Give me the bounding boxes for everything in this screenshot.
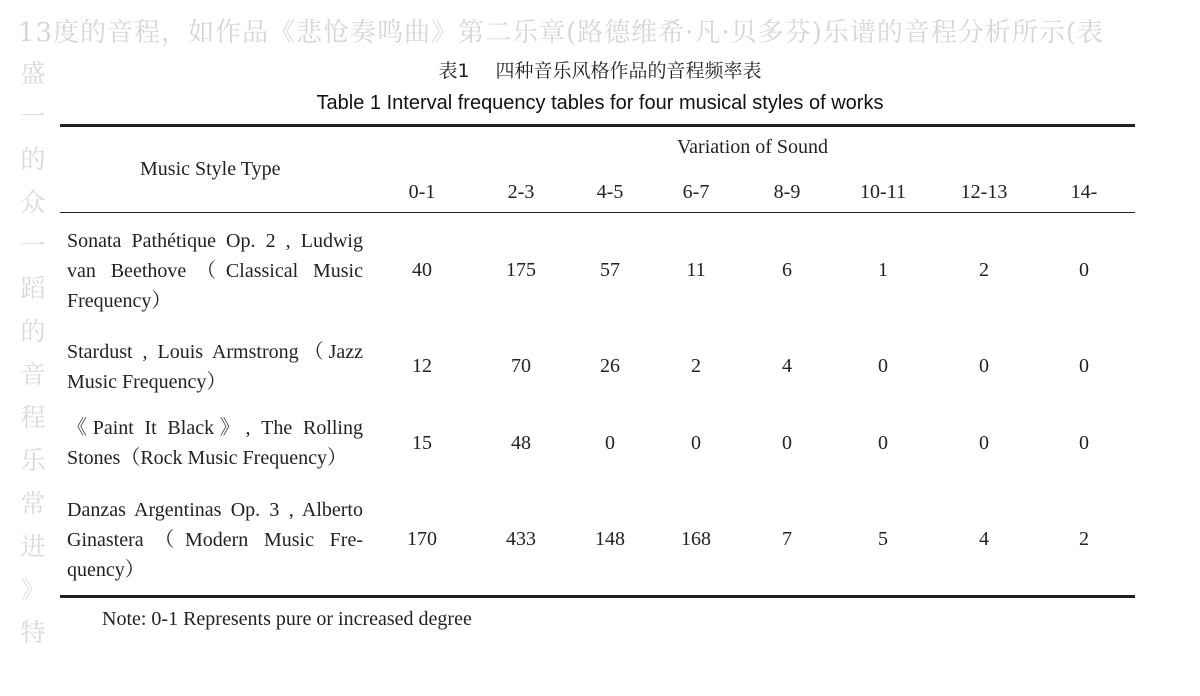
- table-cell: 1: [878, 259, 888, 281]
- table-cell: 70: [511, 355, 531, 377]
- table-cell: 15: [412, 432, 432, 454]
- variation-of-sound-header: Variation of Sound: [676, 136, 829, 158]
- column-header: 12-13: [960, 181, 1008, 203]
- column-header: 14-: [1070, 181, 1098, 203]
- column-header: 0-1: [408, 181, 436, 203]
- bleed-char: 乐: [20, 446, 46, 475]
- table-cell: 2: [1079, 528, 1089, 550]
- bleed-char: 盛: [20, 59, 46, 88]
- table-cell: 40: [412, 259, 432, 281]
- bleed-char: 的: [20, 145, 46, 174]
- table-cell: 48: [511, 432, 531, 454]
- bleed-char: 的: [20, 317, 46, 346]
- column-header: 6-7: [682, 181, 710, 203]
- row-label-ginastera: Danzas Argentinas Op. 3 , Alberto Ginastera（Modern Music Frequency）: [67, 499, 363, 581]
- table-cell: 0: [782, 432, 792, 454]
- table-cell: 6: [782, 259, 792, 281]
- table-cell: 0: [979, 355, 989, 377]
- bleed-char: 音: [20, 360, 46, 389]
- table-cell: 0: [878, 432, 888, 454]
- table-note: Note: 0-1 Represents pure or increased degree: [102, 608, 472, 630]
- table-cell: 0: [878, 355, 888, 377]
- table-cell: 2: [979, 259, 989, 281]
- column-header: 8-9: [773, 181, 801, 203]
- bleed-char: 蹈: [20, 274, 46, 303]
- bleed-char: 特: [20, 618, 46, 647]
- table-cell: 0: [1079, 259, 1089, 281]
- table-top-rule: [60, 124, 1135, 127]
- bleed-char: 进: [20, 532, 46, 561]
- table-cell: 4: [979, 528, 989, 550]
- table-cell: 4: [782, 355, 792, 377]
- row-label-rolling-stones: 《Paint It Black》, The Rolling Stones（Rock Music Frequency）: [67, 417, 363, 469]
- bleed-char: 常: [20, 489, 46, 518]
- caption-number: 表1: [438, 60, 470, 82]
- table-cell: 433: [506, 528, 536, 550]
- bleed-char: 一: [20, 102, 46, 131]
- table-cell: 26: [600, 355, 620, 377]
- caption-title-chinese: 四种音乐风格作品的音程频率表: [495, 60, 762, 82]
- table-cell: 12: [412, 355, 432, 377]
- bleed-char: 》: [20, 575, 46, 604]
- table-cell: 11: [686, 259, 706, 281]
- style-type-header: Music Style Type: [140, 158, 281, 180]
- table-header-rule: [60, 212, 1135, 213]
- table-cell: 0: [1079, 432, 1089, 454]
- table-cell: 0: [979, 432, 989, 454]
- table-cell: 2: [691, 355, 701, 377]
- bleed-char: 程: [20, 403, 46, 432]
- column-header: 10-11: [860, 181, 906, 203]
- bleed-through-text-top: 13度的音程，如作品《悲怆奏鸣曲》第二乐章(路德维希·凡·贝多芬)乐谱的音程分析所示(表: [18, 18, 1105, 48]
- row-label-armstrong: Stardust , Louis Armstrong（Jazz Music Frequency）: [67, 341, 363, 393]
- table-caption-english: Table 1 Interval frequency tables for four musical styles of works: [316, 92, 884, 114]
- column-header: 2-3: [507, 181, 535, 203]
- bleed-char: 众: [20, 188, 46, 217]
- column-header: 4-5: [596, 181, 624, 203]
- table-cell: 148: [595, 528, 625, 550]
- table-cell: 0: [691, 432, 701, 454]
- table-cell: 175: [506, 259, 536, 281]
- table-cell: 168: [681, 528, 711, 550]
- bleed-char: 一: [20, 231, 46, 260]
- table-cell: 0: [1079, 355, 1089, 377]
- table-cell: 170: [407, 528, 437, 550]
- table-cell: 0: [605, 432, 615, 454]
- table-caption-chinese: [0, 56, 1200, 83]
- table-cell: 5: [878, 528, 888, 550]
- row-label-beethoven: Sonata Pathétique Op. 2 , Ludwig van Beethove（Classical Music Frequency）: [67, 230, 363, 312]
- table-cell: 7: [782, 528, 792, 550]
- table-bottom-rule: [60, 595, 1135, 598]
- bleed-through-text-left: [18, 52, 48, 654]
- table-cell: 57: [600, 259, 620, 281]
